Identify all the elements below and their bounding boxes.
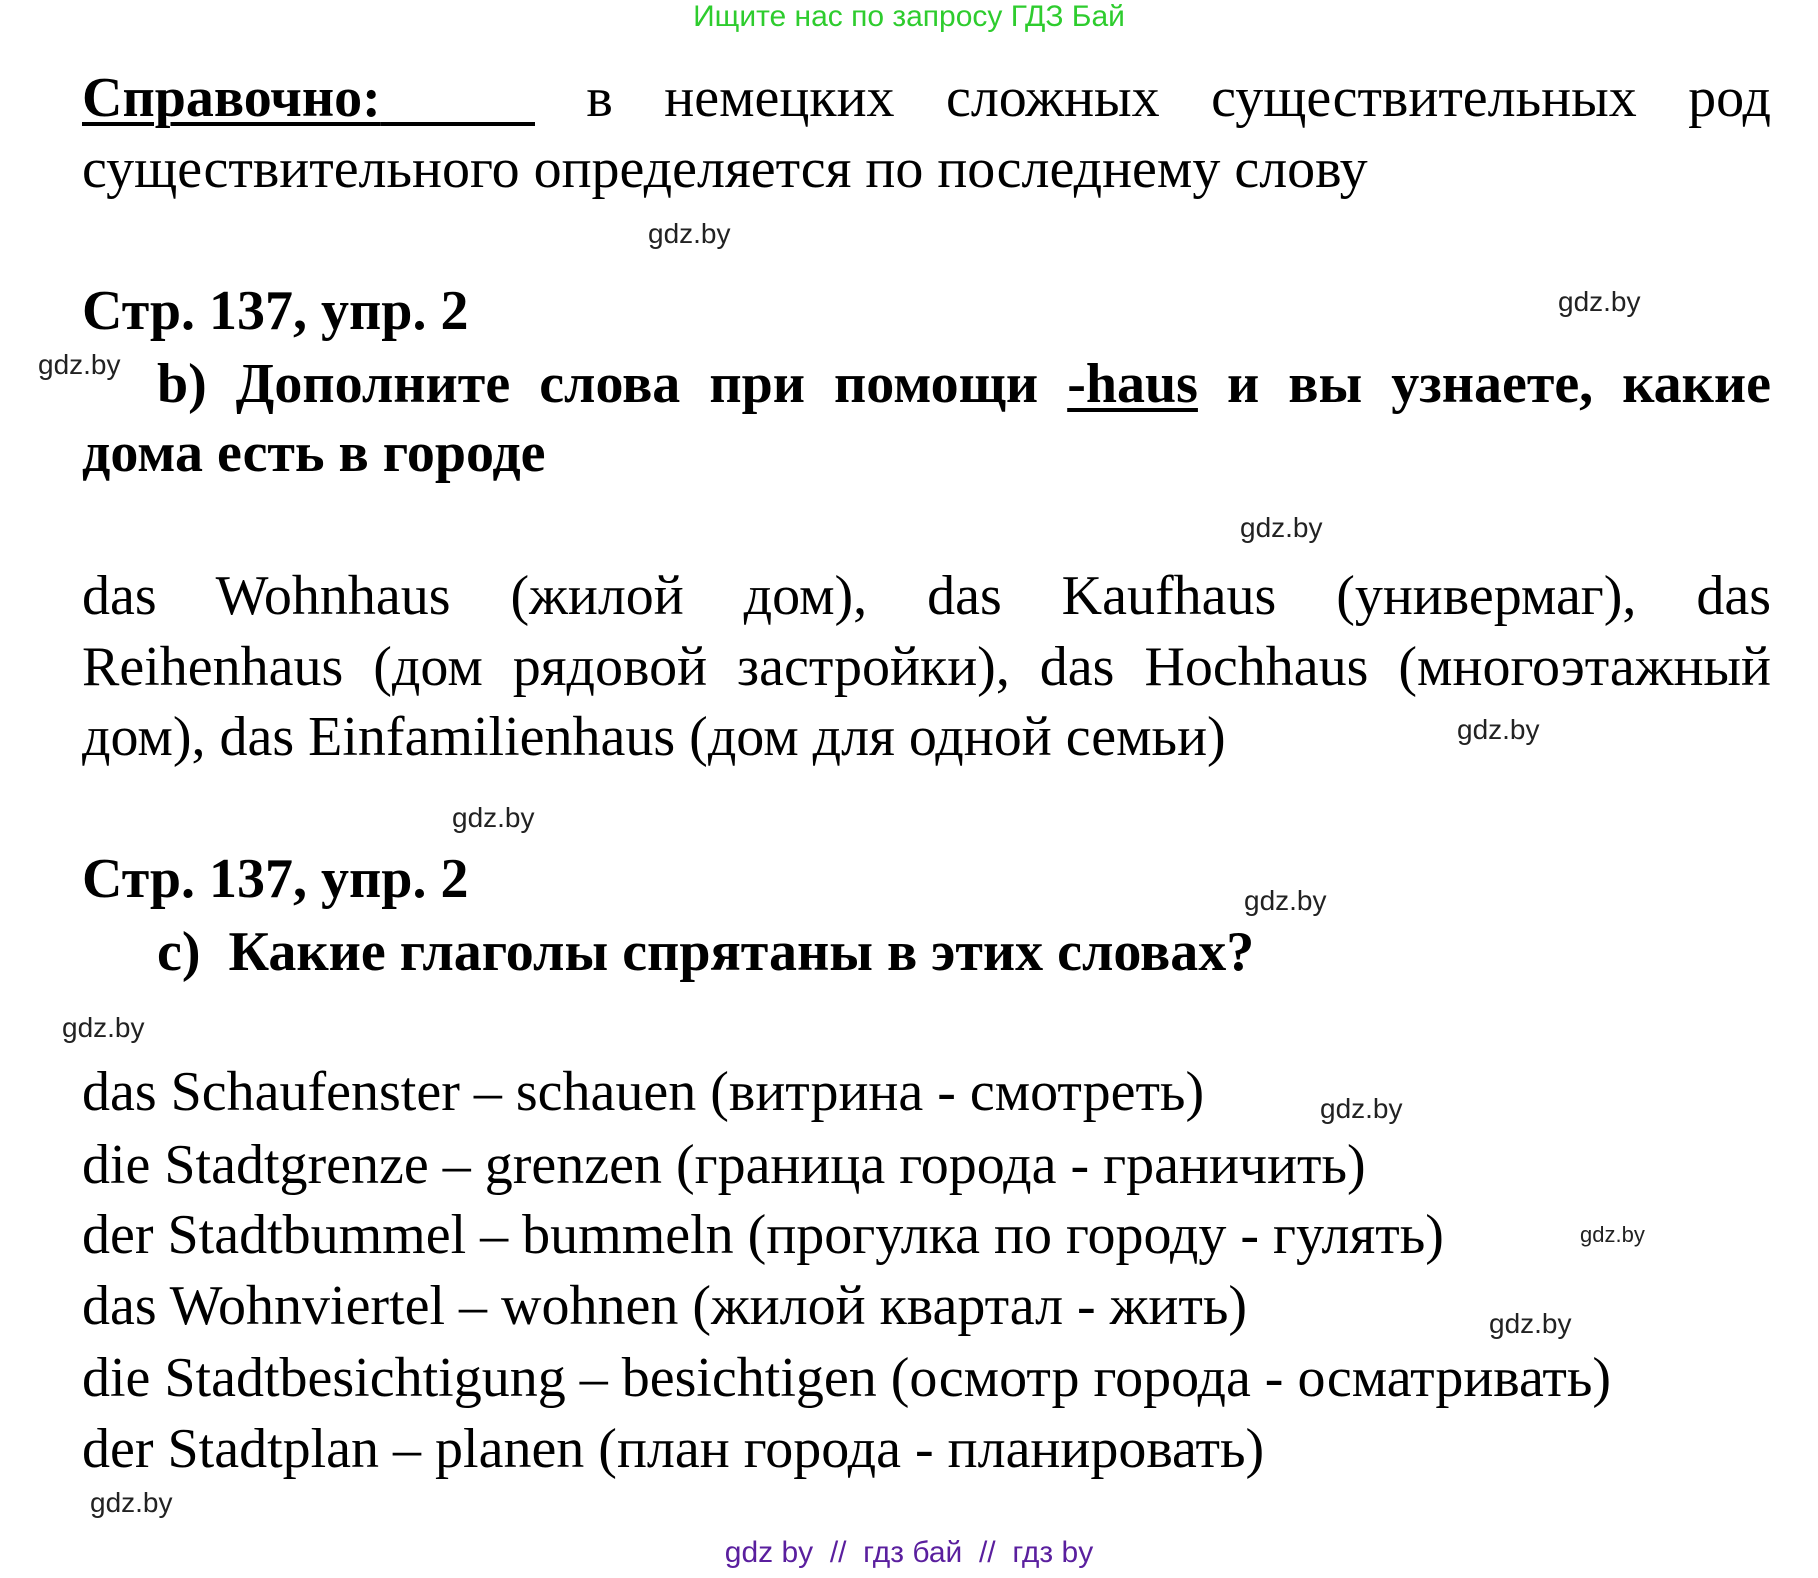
verb-line: der Stadtbummel – bummeln (прогулка по городу - гулять) [82,1204,1444,1266]
watermark: gdz.by [1244,885,1327,916]
watermark: gdz.by [1457,714,1540,745]
section-c-task: c) Какие глаголы спрятаны в этих словах? [157,921,1255,983]
watermark: gdz.by [1489,1308,1572,1339]
watermark: gdz.by [648,218,731,249]
section-b-task [157,353,1771,415]
watermark: gdz.by [38,349,121,380]
watermark: gdz.by [90,1487,173,1518]
answer-line: das Wohnhaus (жилой дом), das Kaufhaus (универмаг), das [82,565,1771,627]
word: сложных [945,67,1160,129]
watermark: gdz.by [1580,1222,1645,1247]
watermark: gdz.by [1558,286,1641,317]
reference-line-1 [82,67,1771,129]
suffix-haus: -haus [1067,353,1198,415]
answer-line: Reihenhaus (дом рядовой застройки), das Hochhaus (многоэтажный [82,636,1771,698]
watermark: gdz.by [452,802,535,833]
word: род [1688,67,1772,129]
verb-line: der Stadtplan – planen (план города - планировать) [82,1418,1265,1480]
section-c-heading: Стр. 137, упр. 2 [82,848,469,910]
watermark: gdz.by [1320,1093,1403,1124]
word: в [586,67,613,129]
answer-line: дом), das Einfamilienhaus (дом для одной семьи) [82,706,1226,768]
task-text: и вы узнаете, какие [1226,353,1772,415]
section-b-heading: Стр. 137, упр. 2 [82,280,469,342]
search-banner: Ищите нас по запросу ГДЗ Бай [693,0,1125,33]
verb-line: das Schaufenster – schauen (витрина - смотреть) [82,1061,1205,1123]
section-b-task-line-2: дома есть в городе [82,422,546,484]
reference-label: Справочно: [82,67,381,129]
reference-line-2: существительного определяется по последнему слову [82,138,1368,200]
word: существительных [1211,67,1637,129]
verb-line: das Wohnviertel – wohnen (жилой квартал - жить) [82,1275,1248,1337]
footer-watermark: gdz by // гдз бай // гдз by [724,1536,1094,1569]
word: немецких [664,67,895,129]
verb-line: die Stadtgrenze – grenzen (граница города - граничить) [82,1134,1366,1196]
watermark: gdz.by [1240,512,1323,543]
task-text: b) Дополните слова при помощи [157,353,1039,415]
watermark: gdz.by [62,1012,145,1043]
verb-line: die Stadtbesichtigung – besichtigen (осмотр города - осматривать) [82,1347,1612,1409]
